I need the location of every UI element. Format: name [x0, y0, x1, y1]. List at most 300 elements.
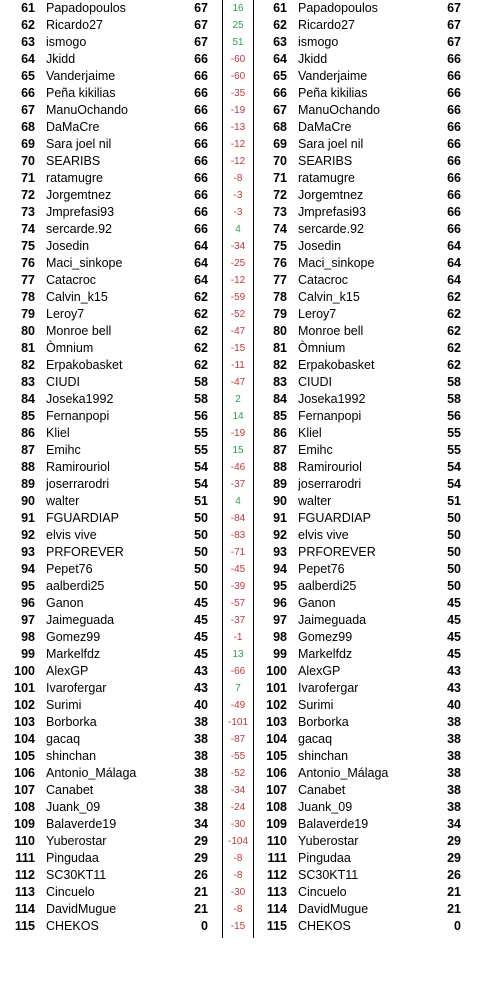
- name-cell: Ivarofergar: [46, 681, 107, 695]
- diff-cell: -57: [230, 598, 246, 609]
- name-cell-repeat: CHEKOS: [298, 919, 351, 933]
- table-row: [0, 187, 479, 204]
- diff-cell: -47: [230, 326, 246, 337]
- name-cell-repeat: Pepet76: [298, 562, 345, 576]
- rank-cell-repeat: 99: [273, 647, 287, 661]
- diff-cell: -3: [233, 190, 243, 201]
- rank-cell: 115: [14, 919, 35, 933]
- rank-cell: 71: [21, 171, 35, 185]
- name-cell-repeat: Borborka: [298, 715, 349, 729]
- name-cell: Pingudaa: [46, 851, 99, 865]
- diff-cell: -19: [230, 428, 246, 439]
- points-cell-repeat: 50: [447, 545, 461, 559]
- rank-cell: 74: [21, 222, 35, 236]
- rank-cell: 87: [21, 443, 35, 457]
- rank-cell-repeat: 114: [266, 902, 287, 916]
- diff-cell: -60: [230, 54, 246, 65]
- name-cell: Jkidd: [46, 52, 76, 66]
- name-cell-repeat: Pingudaa: [298, 851, 351, 865]
- rank-cell-repeat: 91: [273, 511, 287, 525]
- rank-cell-repeat: 98: [273, 630, 287, 644]
- name-cell-repeat: Gomez99: [298, 630, 353, 644]
- rank-cell-repeat: 106: [266, 766, 287, 780]
- name-cell-repeat: aalberdi25: [298, 579, 357, 593]
- points-cell-repeat: 38: [447, 783, 461, 797]
- rank-cell: 69: [21, 137, 35, 151]
- rank-cell: 83: [21, 375, 35, 389]
- table-row: [0, 102, 479, 119]
- name-cell: Joseka1992: [46, 392, 114, 406]
- table-row: [0, 255, 479, 272]
- diff-cell: -59: [230, 292, 246, 303]
- rank-cell: 103: [14, 715, 35, 729]
- points-cell: 66: [194, 137, 208, 151]
- table-row: [0, 901, 479, 918]
- name-cell: Canabet: [46, 783, 94, 797]
- diff-cell: -3: [233, 207, 243, 218]
- points-cell-repeat: 62: [447, 341, 461, 355]
- rank-cell-repeat: 104: [266, 732, 287, 746]
- table-row: [0, 799, 479, 816]
- rank-cell: 73: [21, 205, 35, 219]
- name-cell-repeat: Monroe bell: [298, 324, 364, 338]
- rank-cell-repeat: 84: [273, 392, 287, 406]
- table-row: [0, 391, 479, 408]
- points-cell-repeat: 67: [447, 1, 461, 15]
- rank-cell: 94: [21, 562, 35, 576]
- points-cell: 67: [194, 1, 208, 15]
- points-cell: 66: [194, 120, 208, 134]
- diff-cell: -37: [230, 479, 246, 490]
- rank-cell-repeat: 90: [273, 494, 287, 508]
- points-cell: 66: [194, 154, 208, 168]
- points-cell: 38: [194, 766, 208, 780]
- rank-cell: 98: [21, 630, 35, 644]
- points-cell-repeat: 50: [447, 528, 461, 542]
- diff-cell: -35: [230, 88, 246, 99]
- table-row: [0, 476, 479, 493]
- diff-cell: -52: [230, 768, 246, 779]
- points-cell-repeat: 66: [447, 171, 461, 185]
- name-cell: Jorgemtnez: [46, 188, 112, 202]
- points-cell-repeat: 21: [447, 885, 461, 899]
- table-row: [0, 714, 479, 731]
- diff-cell: 7: [235, 683, 241, 694]
- table-row: [0, 238, 479, 255]
- points-cell: 67: [194, 35, 208, 49]
- points-cell-repeat: 66: [447, 120, 461, 134]
- table-row: [0, 119, 479, 136]
- points-cell-repeat: 50: [447, 579, 461, 593]
- points-cell-repeat: 66: [447, 205, 461, 219]
- points-cell: 67: [194, 18, 208, 32]
- diff-cell: -25: [230, 258, 246, 269]
- points-cell-repeat: 67: [447, 18, 461, 32]
- points-cell: 58: [194, 375, 208, 389]
- points-cell: 29: [194, 851, 208, 865]
- name-cell: sercarde.92: [46, 222, 113, 236]
- points-cell: 66: [194, 171, 208, 185]
- rank-cell: 92: [21, 528, 35, 542]
- table-row: [0, 595, 479, 612]
- name-cell: Balaverde19: [46, 817, 117, 831]
- name-cell-repeat: AlexGP: [298, 664, 341, 678]
- diff-cell: 4: [235, 224, 241, 235]
- rank-cell-repeat: 105: [266, 749, 287, 763]
- name-cell: joserrarodri: [46, 477, 110, 491]
- name-cell-repeat: DavidMugue: [298, 902, 369, 916]
- rank-cell: 97: [21, 613, 35, 627]
- rank-cell: 66: [21, 86, 35, 100]
- name-cell: PRFOREVER: [46, 545, 124, 559]
- rank-cell: 96: [21, 596, 35, 610]
- points-cell-repeat: 66: [447, 69, 461, 83]
- diff-cell: -66: [230, 666, 246, 677]
- points-cell: 45: [194, 596, 208, 610]
- table-row: [0, 578, 479, 595]
- points-cell-repeat: 58: [447, 375, 461, 389]
- rank-cell-repeat: 93: [273, 545, 287, 559]
- name-cell-repeat: elvis vive: [298, 528, 349, 542]
- rank-cell-repeat: 81: [273, 341, 287, 355]
- rank-cell: 79: [21, 307, 35, 321]
- table-row: [0, 68, 479, 85]
- table-row: [0, 544, 479, 561]
- diff-cell: -60: [230, 71, 246, 82]
- points-cell: 58: [194, 392, 208, 406]
- diff-cell: 4: [235, 496, 241, 507]
- points-cell-repeat: 58: [447, 392, 461, 406]
- rank-cell-repeat: 109: [266, 817, 287, 831]
- rank-cell: 102: [14, 698, 35, 712]
- rank-cell: 110: [14, 834, 35, 848]
- name-cell-repeat: Leroy7: [298, 307, 337, 321]
- name-cell-repeat: Jkidd: [298, 52, 328, 66]
- name-cell-repeat: DaMaCre: [298, 120, 352, 134]
- rank-cell-repeat: 82: [273, 358, 287, 372]
- points-cell-repeat: 51: [447, 494, 461, 508]
- name-cell-repeat: walter: [298, 494, 332, 508]
- points-cell-repeat: 64: [447, 256, 461, 270]
- rank-cell-repeat: 76: [273, 256, 287, 270]
- points-cell-repeat: 66: [447, 222, 461, 236]
- points-cell-repeat: 38: [447, 766, 461, 780]
- points-cell-repeat: 40: [447, 698, 461, 712]
- points-cell-repeat: 43: [447, 681, 461, 695]
- table-row: [0, 629, 479, 646]
- table-row: [0, 765, 479, 782]
- name-cell: Erpakobasket: [46, 358, 123, 372]
- rank-cell: 84: [21, 392, 35, 406]
- rank-cell: 113: [14, 885, 35, 899]
- rank-cell-repeat: 92: [273, 528, 287, 542]
- name-cell: Yuberostar: [46, 834, 107, 848]
- points-cell-repeat: 62: [447, 358, 461, 372]
- points-cell-repeat: 66: [447, 137, 461, 151]
- table-row: [0, 323, 479, 340]
- table-row: [0, 561, 479, 578]
- points-cell: 21: [194, 902, 208, 916]
- table-row: [0, 0, 479, 17]
- rank-cell-repeat: 86: [273, 426, 287, 440]
- name-cell-repeat: sercarde.92: [298, 222, 365, 236]
- name-cell-repeat: Cincuelo: [298, 885, 347, 899]
- diff-cell: -39: [230, 581, 246, 592]
- diff-cell: -15: [230, 343, 246, 354]
- rank-cell: 107: [14, 783, 35, 797]
- points-cell-repeat: 62: [447, 307, 461, 321]
- diff-cell: -8: [233, 904, 243, 915]
- rank-cell-repeat: 110: [266, 834, 287, 848]
- table-row: [0, 731, 479, 748]
- name-cell-repeat: Fernanpopi: [298, 409, 362, 423]
- rank-cell-repeat: 113: [266, 885, 287, 899]
- name-cell-repeat: Juank_09: [298, 800, 353, 814]
- points-cell: 55: [194, 426, 208, 440]
- name-cell: FGUARDIAP: [46, 511, 119, 525]
- name-cell-repeat: Markelfdz: [298, 647, 353, 661]
- name-cell-repeat: joserrarodri: [298, 477, 362, 491]
- name-cell: AlexGP: [46, 664, 89, 678]
- table-row: [0, 748, 479, 765]
- points-cell-repeat: 21: [447, 902, 461, 916]
- name-cell: Ramirouriol: [46, 460, 110, 474]
- points-cell-repeat: 38: [447, 715, 461, 729]
- table-row: [0, 51, 479, 68]
- points-cell-repeat: 55: [447, 426, 461, 440]
- name-cell: Borborka: [46, 715, 97, 729]
- points-cell: 0: [201, 919, 208, 933]
- diff-cell: -47: [230, 377, 246, 388]
- points-cell-repeat: 66: [447, 52, 461, 66]
- points-cell: 51: [194, 494, 208, 508]
- name-cell-repeat: Kliel: [298, 426, 322, 440]
- points-cell: 55: [194, 443, 208, 457]
- name-cell-repeat: Emihc: [298, 443, 333, 457]
- points-cell: 38: [194, 715, 208, 729]
- rank-cell: 90: [21, 494, 35, 508]
- points-cell-repeat: 64: [447, 273, 461, 287]
- points-cell: 66: [194, 86, 208, 100]
- table-row: [0, 884, 479, 901]
- points-cell: 66: [194, 222, 208, 236]
- points-cell: 66: [194, 188, 208, 202]
- diff-cell: -13: [230, 122, 246, 133]
- name-cell-repeat: Yuberostar: [298, 834, 359, 848]
- points-cell: 54: [194, 477, 208, 491]
- name-cell: ManuOchando: [46, 103, 129, 117]
- name-cell: Jmprefasi93: [46, 205, 115, 219]
- rank-cell-repeat: 96: [273, 596, 287, 610]
- rank-cell-repeat: 68: [273, 120, 287, 134]
- table-row: [0, 442, 479, 459]
- diff-cell: -12: [230, 275, 246, 286]
- diff-cell: -49: [230, 700, 246, 711]
- table-row: [0, 612, 479, 629]
- diff-cell: -24: [230, 802, 246, 813]
- table-row: [0, 17, 479, 34]
- diff-cell: -104: [227, 836, 248, 847]
- rank-cell-repeat: 95: [273, 579, 287, 593]
- points-cell-repeat: 66: [447, 86, 461, 100]
- points-cell-repeat: 62: [447, 324, 461, 338]
- name-cell: SC30KT11: [46, 868, 107, 882]
- table-row: [0, 867, 479, 884]
- points-cell-repeat: 38: [447, 800, 461, 814]
- table-row: [0, 493, 479, 510]
- points-cell-repeat: 26: [447, 868, 461, 882]
- rank-cell: 99: [21, 647, 35, 661]
- diff-cell: -101: [227, 717, 248, 728]
- points-cell: 50: [194, 579, 208, 593]
- rank-cell: 88: [21, 460, 35, 474]
- points-cell-repeat: 29: [447, 834, 461, 848]
- name-cell: Gomez99: [46, 630, 101, 644]
- points-cell-repeat: 45: [447, 647, 461, 661]
- name-cell-repeat: Peña kikilias: [298, 86, 368, 100]
- rank-cell: 112: [14, 868, 35, 882]
- name-cell: Monroe bell: [46, 324, 112, 338]
- name-cell: Calvin_k15: [46, 290, 108, 304]
- rank-cell: 65: [21, 69, 35, 83]
- name-cell-repeat: ManuOchando: [298, 103, 381, 117]
- rank-cell: 114: [14, 902, 35, 916]
- points-cell: 66: [194, 205, 208, 219]
- diff-cell: 15: [232, 445, 244, 456]
- name-cell-repeat: gacaq: [298, 732, 333, 746]
- rank-cell: 105: [14, 749, 35, 763]
- name-cell-repeat: Antonio_Málaga: [298, 766, 389, 780]
- points-cell: 38: [194, 800, 208, 814]
- points-cell: 62: [194, 290, 208, 304]
- rank-cell-repeat: 111: [267, 851, 287, 865]
- rank-cell: 95: [21, 579, 35, 593]
- points-cell: 45: [194, 630, 208, 644]
- table-row: [0, 833, 479, 850]
- points-cell: 64: [194, 256, 208, 270]
- points-cell-repeat: 50: [447, 511, 461, 525]
- points-cell: 66: [194, 52, 208, 66]
- name-cell: Peña kikilias: [46, 86, 116, 100]
- name-cell: Leroy7: [46, 307, 85, 321]
- name-cell-repeat: Sara joel nil: [298, 137, 364, 151]
- name-cell: ratamugre: [46, 171, 103, 185]
- table-row: [0, 782, 479, 799]
- table-row: [0, 374, 479, 391]
- diff-cell: -12: [230, 139, 246, 150]
- rank-cell-repeat: 66: [273, 86, 287, 100]
- diff-cell: -37: [230, 615, 246, 626]
- rank-cell-repeat: 72: [273, 188, 287, 202]
- name-cell: Ganon: [46, 596, 84, 610]
- points-cell: 38: [194, 732, 208, 746]
- name-cell: CIUDI: [46, 375, 81, 389]
- name-cell-repeat: Surimi: [298, 698, 334, 712]
- rank-cell-repeat: 80: [273, 324, 287, 338]
- points-cell-repeat: 56: [447, 409, 461, 423]
- points-cell-repeat: 45: [447, 613, 461, 627]
- points-cell-repeat: 55: [447, 443, 461, 457]
- rank-cell: 104: [14, 732, 35, 746]
- table-row: [0, 221, 479, 238]
- rank-cell: 111: [15, 851, 35, 865]
- name-cell: gacaq: [46, 732, 81, 746]
- diff-cell: -8: [233, 870, 243, 881]
- rank-cell: 76: [21, 256, 35, 270]
- table-row: [0, 85, 479, 102]
- rank-cell-repeat: 61: [273, 1, 287, 15]
- name-cell-repeat: Calvin_k15: [298, 290, 360, 304]
- name-cell-repeat: SEARIBS: [298, 154, 353, 168]
- points-cell-repeat: 62: [447, 290, 461, 304]
- rank-cell-repeat: 79: [273, 307, 287, 321]
- rank-cell: 91: [21, 511, 35, 525]
- table-row: [0, 136, 479, 153]
- rank-cell-repeat: 73: [273, 205, 287, 219]
- name-cell: ismogo: [46, 35, 87, 49]
- points-cell: 43: [194, 664, 208, 678]
- name-cell-repeat: shinchan: [298, 749, 349, 763]
- points-cell: 54: [194, 460, 208, 474]
- table-row: [0, 816, 479, 833]
- rank-cell-repeat: 108: [266, 800, 287, 814]
- points-cell: 62: [194, 358, 208, 372]
- points-cell: 26: [194, 868, 208, 882]
- rank-cell-repeat: 83: [273, 375, 287, 389]
- rank-cell-repeat: 69: [273, 137, 287, 151]
- rank-cell-repeat: 88: [273, 460, 287, 474]
- name-cell: Fernanpopi: [46, 409, 110, 423]
- rank-cell: 78: [21, 290, 35, 304]
- points-cell-repeat: 67: [447, 35, 461, 49]
- points-cell: 62: [194, 324, 208, 338]
- points-cell-repeat: 29: [447, 851, 461, 865]
- points-cell: 38: [194, 783, 208, 797]
- rank-cell-repeat: 103: [266, 715, 287, 729]
- rank-cell: 68: [21, 120, 35, 134]
- name-cell-repeat: Catacroc: [298, 273, 349, 287]
- name-cell-repeat: ismogo: [298, 35, 339, 49]
- rank-cell-repeat: 102: [266, 698, 287, 712]
- rank-cell-repeat: 75: [273, 239, 287, 253]
- points-cell: 64: [194, 273, 208, 287]
- points-cell-repeat: 64: [447, 239, 461, 253]
- name-cell-repeat: ratamugre: [298, 171, 355, 185]
- points-cell: 38: [194, 749, 208, 763]
- name-cell-repeat: Jorgemtnez: [298, 188, 364, 202]
- table-row: [0, 408, 479, 425]
- diff-cell: -71: [230, 547, 246, 558]
- name-cell-repeat: Ricardo27: [298, 18, 355, 32]
- table-row: [0, 527, 479, 544]
- rank-cell: 62: [21, 18, 35, 32]
- points-cell: 45: [194, 613, 208, 627]
- diff-cell: 13: [232, 649, 244, 660]
- rank-cell: 85: [21, 409, 35, 423]
- name-cell-repeat: SC30KT11: [298, 868, 359, 882]
- name-cell-repeat: Jmprefasi93: [298, 205, 367, 219]
- points-cell: 50: [194, 545, 208, 559]
- name-cell-repeat: CIUDI: [298, 375, 333, 389]
- name-cell: Surimi: [46, 698, 82, 712]
- table-row: [0, 170, 479, 187]
- rank-cell: 70: [21, 154, 35, 168]
- rank-cell: 106: [14, 766, 35, 780]
- name-cell-repeat: Vanderjaime: [298, 69, 368, 83]
- rank-cell-repeat: 78: [273, 290, 287, 304]
- table-row: [0, 680, 479, 697]
- rank-cell: 63: [21, 35, 35, 49]
